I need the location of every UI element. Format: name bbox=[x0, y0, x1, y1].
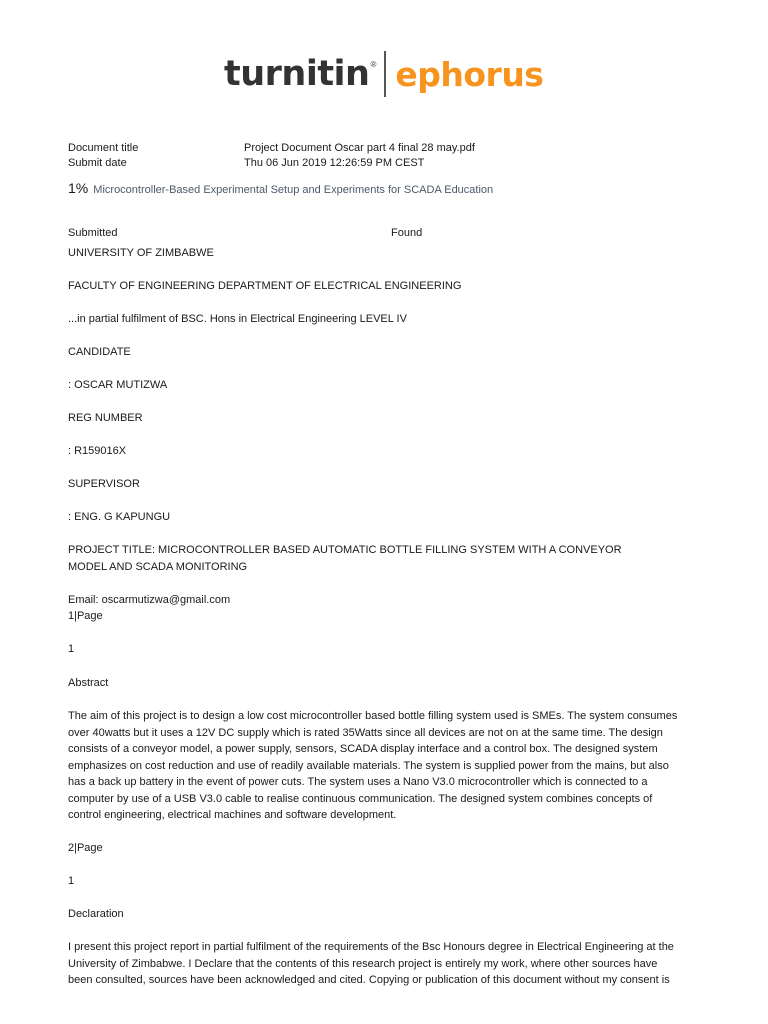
abstract-heading: Abstract bbox=[68, 677, 109, 689]
found-column-header: Found bbox=[391, 227, 423, 239]
submit-date-label: Submit date bbox=[68, 157, 127, 169]
declaration-heading: Declaration bbox=[68, 908, 124, 920]
submit-date-value: Thu 06 Jun 2019 12:26:59 PM CEST bbox=[244, 157, 425, 169]
declaration-line: University of Zimbabwe. I Declare that the contents of this research project is entirely my work, where other sources have bbox=[68, 957, 658, 970]
match-summary bbox=[68, 180, 493, 196]
document-title-value: Project Document Oscar part 4 final 28 may.pdf bbox=[244, 142, 475, 154]
turnitin-ephorus-logo bbox=[224, 46, 543, 102]
project-title-line: MODEL AND SCADA MONITORING bbox=[68, 560, 248, 573]
abstract-line: The aim of this project is to design a low cost microcontroller based bottle filling system used is SMEs. The system consumes bbox=[68, 710, 678, 722]
abstract-paragraph bbox=[68, 708, 688, 824]
supervisor-label: SUPERVISOR bbox=[68, 478, 140, 490]
abstract-line: control engineering, electrical machines and software development. bbox=[68, 809, 397, 821]
supervisor-value: : ENG. G KAPUNGU bbox=[68, 511, 171, 523]
abstract-line: consists of a conveyor model, a power supply, sensors, SCADA display interface and a control box. The designed system bbox=[68, 743, 658, 755]
match-percentage: 1% bbox=[68, 180, 89, 196]
reg-number-label: REG NUMBER bbox=[68, 412, 143, 424]
turnitin-wordmark: turnitin bbox=[224, 54, 370, 94]
fulfilment-line: ...in partial fulfilment of BSC. Hons in Electrical Engineering LEVEL IV bbox=[68, 313, 407, 325]
university-line: UNIVERSITY OF ZIMBABWE bbox=[68, 247, 214, 259]
declaration-line: I present this project report in partial fulfilment of the requirements of the Bsc Honours degree in Electrical Engineering at the bbox=[68, 941, 674, 953]
project-title-line: PROJECT TITLE: MICROCONTROLLER BASED AUTOMATIC BOTTLE FILLING SYSTEM WITH A CONVEYOR bbox=[68, 544, 622, 556]
email-line: Email: oscarmutizwa@gmail.com bbox=[68, 594, 231, 606]
page-label: 1|Page bbox=[68, 610, 103, 622]
declaration-line: been consulted, sources have been acknowledged and cited. Copying or publication of this document without my consent is bbox=[68, 974, 670, 986]
candidate-label: CANDIDATE bbox=[68, 346, 131, 358]
reg-number-value: : R159016X bbox=[68, 445, 127, 457]
document-title-label: Document title bbox=[68, 142, 139, 154]
match-source-link[interactable]: Microcontroller-Based Experimental Setup and Experiments for SCADA Education bbox=[93, 184, 494, 196]
candidate-value: : OSCAR MUTIZWA bbox=[68, 379, 168, 391]
abstract-line: computer by use of a USB V3.0 cable to realise continuous communication. The designed system combines concepts of bbox=[68, 792, 653, 805]
abstract-line: has a back up battery in the event of power cuts. The system uses a Nano V3.0 microcontroller which is connected to a bbox=[68, 776, 648, 788]
logo-divider bbox=[384, 51, 386, 97]
project-title-paragraph bbox=[68, 542, 688, 575]
page-number: 1 bbox=[68, 643, 75, 655]
ephorus-wordmark: ephorus bbox=[395, 54, 544, 94]
abstract-line: emphasizes on cost reduction and use of readily available materials. The system is supplied power from the mains, but also bbox=[68, 759, 669, 772]
page-number: 1 bbox=[68, 875, 75, 887]
submitted-column-header: Submitted bbox=[68, 227, 118, 239]
abstract-line: over 40watts but it uses a 12V DC supply which is rated 35Watts since all devices are not on at the same time. The design bbox=[68, 726, 663, 739]
faculty-line: FACULTY OF ENGINEERING DEPARTMENT OF ELECTRICAL ENGINEERING bbox=[68, 280, 462, 292]
declaration-paragraph bbox=[68, 939, 688, 989]
page-label: 2|Page bbox=[68, 842, 103, 854]
registered-mark: ® bbox=[370, 60, 377, 69]
